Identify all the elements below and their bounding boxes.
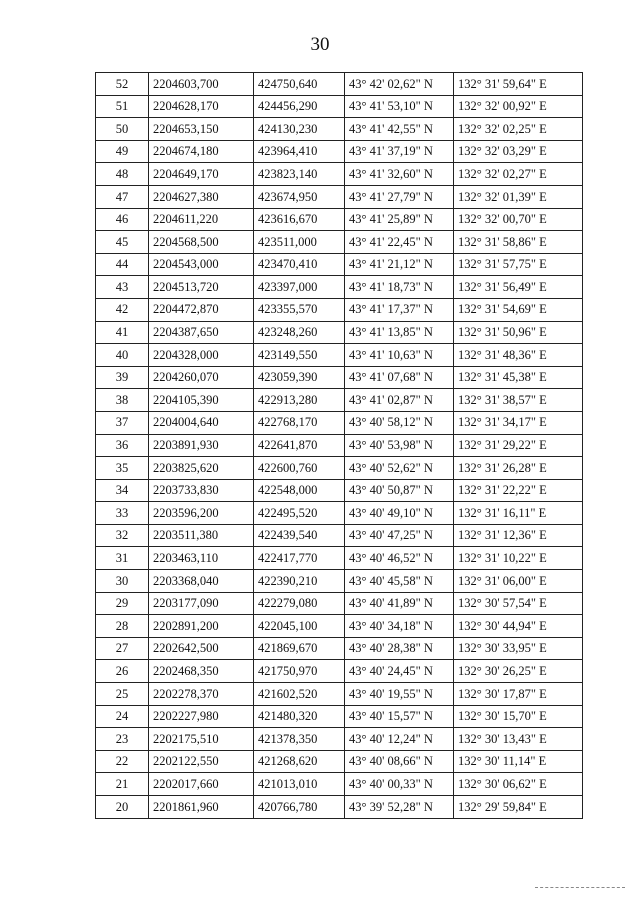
longitude-cell: 132° 31' 56,49" E — [454, 276, 583, 299]
point-number-cell: 23 — [96, 728, 149, 751]
x-coordinate-cell: 2203177,090 — [149, 592, 254, 615]
y-coordinate-cell: 422417,770 — [254, 547, 345, 570]
point-number-cell: 41 — [96, 321, 149, 344]
latitude-cell: 43° 41' 17,37" N — [345, 298, 454, 321]
longitude-cell: 132° 31' 58,86" E — [454, 231, 583, 254]
y-coordinate-cell: 423248,260 — [254, 321, 345, 344]
x-coordinate-cell: 2204105,390 — [149, 389, 254, 412]
point-number-cell: 47 — [96, 185, 149, 208]
latitude-cell: 43° 41' 13,85" N — [345, 321, 454, 344]
point-number-cell: 29 — [96, 592, 149, 615]
y-coordinate-cell: 421602,520 — [254, 683, 345, 706]
y-coordinate-cell: 423616,670 — [254, 208, 345, 231]
table-row — [96, 683, 583, 706]
latitude-cell: 43° 41' 53,10" N — [345, 95, 454, 118]
y-coordinate-cell: 422439,540 — [254, 524, 345, 547]
x-coordinate-cell: 2204653,150 — [149, 118, 254, 141]
x-coordinate-cell: 2204568,500 — [149, 231, 254, 254]
table-row — [96, 276, 583, 299]
x-coordinate-cell: 2202278,370 — [149, 683, 254, 706]
latitude-cell: 43° 40' 08,66" N — [345, 750, 454, 773]
x-coordinate-cell: 2202468,350 — [149, 660, 254, 683]
latitude-cell: 43° 40' 24,45" N — [345, 660, 454, 683]
table-row — [96, 231, 583, 254]
latitude-cell: 43° 41' 21,12" N — [345, 253, 454, 276]
x-coordinate-cell: 2204543,000 — [149, 253, 254, 276]
longitude-cell: 132° 31' 45,38" E — [454, 366, 583, 389]
point-number-cell: 37 — [96, 411, 149, 434]
longitude-cell: 132° 31' 34,17" E — [454, 411, 583, 434]
latitude-cell: 43° 40' 00,33" N — [345, 773, 454, 796]
x-coordinate-cell: 2202227,980 — [149, 705, 254, 728]
latitude-cell: 43° 40' 28,38" N — [345, 637, 454, 660]
longitude-cell: 132° 30' 17,87" E — [454, 683, 583, 706]
point-number-cell: 25 — [96, 683, 149, 706]
table-row — [96, 185, 583, 208]
point-number-cell: 46 — [96, 208, 149, 231]
latitude-cell: 43° 41' 18,73" N — [345, 276, 454, 299]
longitude-cell: 132° 31' 26,28" E — [454, 457, 583, 480]
latitude-cell: 43° 41' 27,79" N — [345, 185, 454, 208]
longitude-cell: 132° 30' 11,14" E — [454, 750, 583, 773]
latitude-cell: 43° 41' 32,60" N — [345, 163, 454, 186]
latitude-cell: 43° 41' 25,89" N — [345, 208, 454, 231]
latitude-cell: 43° 40' 53,98" N — [345, 434, 454, 457]
longitude-cell: 132° 30' 57,54" E — [454, 592, 583, 615]
y-coordinate-cell: 421480,320 — [254, 705, 345, 728]
x-coordinate-cell: 2204260,070 — [149, 366, 254, 389]
x-coordinate-cell: 2204674,180 — [149, 140, 254, 163]
point-number-cell: 30 — [96, 570, 149, 593]
y-coordinate-cell: 423511,000 — [254, 231, 345, 254]
longitude-cell: 132° 31' 10,22" E — [454, 547, 583, 570]
latitude-cell: 43° 41' 37,19" N — [345, 140, 454, 163]
table-row — [96, 750, 583, 773]
x-coordinate-cell: 2204649,170 — [149, 163, 254, 186]
point-number-cell: 52 — [96, 73, 149, 96]
table-row — [96, 479, 583, 502]
x-coordinate-cell: 2203596,200 — [149, 502, 254, 525]
latitude-cell: 43° 40' 15,57" N — [345, 705, 454, 728]
point-number-cell: 33 — [96, 502, 149, 525]
y-coordinate-cell: 423674,950 — [254, 185, 345, 208]
latitude-cell: 43° 40' 41,89" N — [345, 592, 454, 615]
footer-dash-line — [535, 887, 625, 888]
point-number-cell: 42 — [96, 298, 149, 321]
latitude-cell: 43° 42' 02,62" N — [345, 73, 454, 96]
x-coordinate-cell: 2202122,550 — [149, 750, 254, 773]
table-row — [96, 344, 583, 367]
longitude-cell: 132° 30' 26,25" E — [454, 660, 583, 683]
x-coordinate-cell: 2202017,660 — [149, 773, 254, 796]
y-coordinate-cell: 421750,970 — [254, 660, 345, 683]
longitude-cell: 132° 32' 03,29" E — [454, 140, 583, 163]
table-row — [96, 208, 583, 231]
table-row — [96, 547, 583, 570]
longitude-cell: 132° 31' 59,64" E — [454, 73, 583, 96]
point-number-cell: 22 — [96, 750, 149, 773]
latitude-cell: 43° 40' 52,62" N — [345, 457, 454, 480]
y-coordinate-cell: 422279,080 — [254, 592, 345, 615]
point-number-cell: 38 — [96, 389, 149, 412]
point-number-cell: 44 — [96, 253, 149, 276]
latitude-cell: 43° 40' 19,55" N — [345, 683, 454, 706]
x-coordinate-cell: 2204627,380 — [149, 185, 254, 208]
y-coordinate-cell: 424456,290 — [254, 95, 345, 118]
y-coordinate-cell: 423397,000 — [254, 276, 345, 299]
table-row — [96, 411, 583, 434]
table-row — [96, 524, 583, 547]
x-coordinate-cell: 2203825,620 — [149, 457, 254, 480]
point-number-cell: 51 — [96, 95, 149, 118]
y-coordinate-cell: 422045,100 — [254, 615, 345, 638]
longitude-cell: 132° 31' 16,11" E — [454, 502, 583, 525]
point-number-cell: 24 — [96, 705, 149, 728]
table-row — [96, 773, 583, 796]
table-row — [96, 592, 583, 615]
y-coordinate-cell: 422495,520 — [254, 502, 345, 525]
latitude-cell: 43° 41' 07,68" N — [345, 366, 454, 389]
page-number: 30 — [310, 34, 330, 55]
longitude-cell: 132° 31' 48,36" E — [454, 344, 583, 367]
x-coordinate-cell: 2203891,930 — [149, 434, 254, 457]
y-coordinate-cell: 422390,210 — [254, 570, 345, 593]
x-coordinate-cell: 2203733,830 — [149, 479, 254, 502]
longitude-cell: 132° 31' 57,75" E — [454, 253, 583, 276]
latitude-cell: 43° 40' 49,10" N — [345, 502, 454, 525]
latitude-cell: 43° 41' 42,55" N — [345, 118, 454, 141]
y-coordinate-cell: 421869,670 — [254, 637, 345, 660]
y-coordinate-cell: 423823,140 — [254, 163, 345, 186]
x-coordinate-cell: 2204603,700 — [149, 73, 254, 96]
table-row — [96, 660, 583, 683]
point-number-cell: 26 — [96, 660, 149, 683]
y-coordinate-cell: 422913,280 — [254, 389, 345, 412]
y-coordinate-cell: 424130,230 — [254, 118, 345, 141]
table-row — [96, 118, 583, 141]
latitude-cell: 43° 40' 50,87" N — [345, 479, 454, 502]
point-number-cell: 27 — [96, 637, 149, 660]
table-row — [96, 570, 583, 593]
longitude-cell: 132° 31' 50,96" E — [454, 321, 583, 344]
x-coordinate-cell: 2204611,220 — [149, 208, 254, 231]
point-number-cell: 36 — [96, 434, 149, 457]
table-row — [96, 457, 583, 480]
y-coordinate-cell: 423355,570 — [254, 298, 345, 321]
longitude-cell: 132° 31' 22,22" E — [454, 479, 583, 502]
x-coordinate-cell: 2202175,510 — [149, 728, 254, 751]
y-coordinate-cell: 423964,410 — [254, 140, 345, 163]
longitude-cell: 132° 32' 01,39" E — [454, 185, 583, 208]
longitude-cell: 132° 30' 15,70" E — [454, 705, 583, 728]
coordinates-table-body — [96, 73, 583, 819]
y-coordinate-cell: 421268,620 — [254, 750, 345, 773]
x-coordinate-cell: 2202891,200 — [149, 615, 254, 638]
point-number-cell: 48 — [96, 163, 149, 186]
y-coordinate-cell: 420766,780 — [254, 796, 345, 819]
x-coordinate-cell: 2203463,110 — [149, 547, 254, 570]
longitude-cell: 132° 29' 59,84" E — [454, 796, 583, 819]
table-row — [96, 140, 583, 163]
longitude-cell: 132° 30' 33,95" E — [454, 637, 583, 660]
y-coordinate-cell: 422641,870 — [254, 434, 345, 457]
table-row — [96, 705, 583, 728]
table-row — [96, 728, 583, 751]
table-row — [96, 615, 583, 638]
longitude-cell: 132° 31' 54,69" E — [454, 298, 583, 321]
y-coordinate-cell: 423059,390 — [254, 366, 345, 389]
point-number-cell: 45 — [96, 231, 149, 254]
latitude-cell: 43° 40' 12,24" N — [345, 728, 454, 751]
x-coordinate-cell: 2204472,870 — [149, 298, 254, 321]
x-coordinate-cell: 2203511,380 — [149, 524, 254, 547]
x-coordinate-cell: 2204387,650 — [149, 321, 254, 344]
point-number-cell: 32 — [96, 524, 149, 547]
point-number-cell: 49 — [96, 140, 149, 163]
longitude-cell: 132° 30' 13,43" E — [454, 728, 583, 751]
x-coordinate-cell: 2201861,960 — [149, 796, 254, 819]
latitude-cell: 43° 40' 45,58" N — [345, 570, 454, 593]
point-number-cell: 40 — [96, 344, 149, 367]
x-coordinate-cell: 2204513,720 — [149, 276, 254, 299]
longitude-cell: 132° 32' 00,92" E — [454, 95, 583, 118]
table-row — [96, 389, 583, 412]
table-row — [96, 637, 583, 660]
y-coordinate-cell: 422768,170 — [254, 411, 345, 434]
latitude-cell: 43° 40' 46,52" N — [345, 547, 454, 570]
latitude-cell: 43° 41' 02,87" N — [345, 389, 454, 412]
longitude-cell: 132° 32' 02,25" E — [454, 118, 583, 141]
latitude-cell: 43° 40' 34,18" N — [345, 615, 454, 638]
point-number-cell: 35 — [96, 457, 149, 480]
latitude-cell: 43° 40' 58,12" N — [345, 411, 454, 434]
y-coordinate-cell: 421378,350 — [254, 728, 345, 751]
x-coordinate-cell: 2204004,640 — [149, 411, 254, 434]
y-coordinate-cell: 421013,010 — [254, 773, 345, 796]
table-row — [96, 253, 583, 276]
y-coordinate-cell: 423470,410 — [254, 253, 345, 276]
table-row — [96, 163, 583, 186]
table-row — [96, 321, 583, 344]
latitude-cell: 43° 39' 52,28" N — [345, 796, 454, 819]
y-coordinate-cell: 423149,550 — [254, 344, 345, 367]
point-number-cell: 50 — [96, 118, 149, 141]
longitude-cell: 132° 31' 29,22" E — [454, 434, 583, 457]
latitude-cell: 43° 41' 10,63" N — [345, 344, 454, 367]
table-row — [96, 502, 583, 525]
x-coordinate-cell: 2204328,000 — [149, 344, 254, 367]
table-row — [96, 73, 583, 96]
latitude-cell: 43° 41' 22,45" N — [345, 231, 454, 254]
longitude-cell: 132° 31' 06,00" E — [454, 570, 583, 593]
point-number-cell: 21 — [96, 773, 149, 796]
y-coordinate-cell: 422600,760 — [254, 457, 345, 480]
table-row — [96, 95, 583, 118]
longitude-cell: 132° 31' 38,57" E — [454, 389, 583, 412]
latitude-cell: 43° 40' 47,25" N — [345, 524, 454, 547]
point-number-cell: 39 — [96, 366, 149, 389]
longitude-cell: 132° 32' 00,70" E — [454, 208, 583, 231]
point-number-cell: 20 — [96, 796, 149, 819]
table-row — [96, 796, 583, 819]
point-number-cell: 31 — [96, 547, 149, 570]
y-coordinate-cell: 422548,000 — [254, 479, 345, 502]
point-number-cell: 34 — [96, 479, 149, 502]
x-coordinate-cell: 2202642,500 — [149, 637, 254, 660]
table-row — [96, 434, 583, 457]
point-number-cell: 43 — [96, 276, 149, 299]
longitude-cell: 132° 30' 44,94" E — [454, 615, 583, 638]
x-coordinate-cell: 2203368,040 — [149, 570, 254, 593]
point-number-cell: 28 — [96, 615, 149, 638]
coordinates-table — [95, 72, 583, 819]
table-row — [96, 298, 583, 321]
longitude-cell: 132° 31' 12,36" E — [454, 524, 583, 547]
x-coordinate-cell: 2204628,170 — [149, 95, 254, 118]
table-row — [96, 366, 583, 389]
y-coordinate-cell: 424750,640 — [254, 73, 345, 96]
longitude-cell: 132° 30' 06,62" E — [454, 773, 583, 796]
longitude-cell: 132° 32' 02,27" E — [454, 163, 583, 186]
